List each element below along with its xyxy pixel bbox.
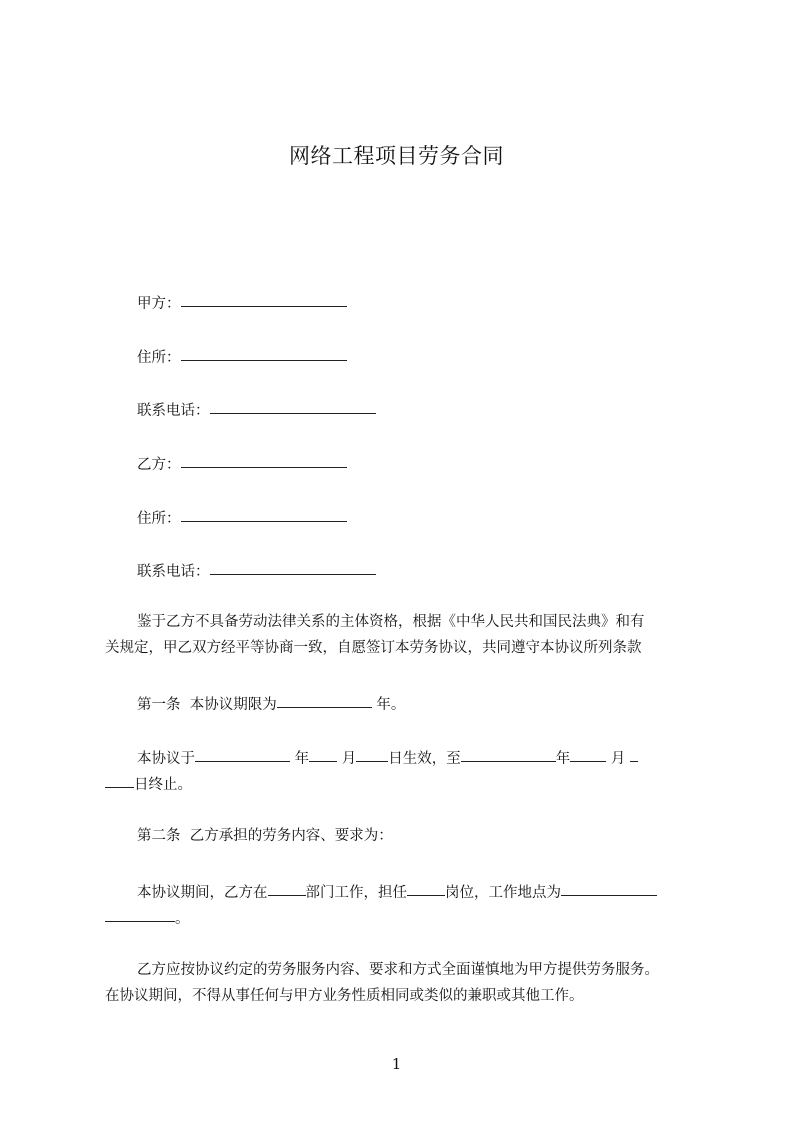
party-a-phone-line <box>137 397 376 422</box>
period-year-text: 年 <box>290 751 310 767</box>
article-1-heading <box>137 691 405 716</box>
position-blank[interactable] <box>407 878 445 896</box>
party-b-name-line <box>137 451 347 476</box>
period-start-text: 本协议于 <box>137 751 195 767</box>
party-b-address-label: 住所： <box>137 511 181 527</box>
work-location-blank-part2[interactable] <box>105 904 175 922</box>
end-day-blank-part2[interactable] <box>105 770 134 788</box>
party-a-name-label: 甲方： <box>137 296 181 312</box>
article-1-period-line <box>137 745 638 770</box>
end-year-blank[interactable] <box>461 744 556 762</box>
party-b-phone-blank[interactable] <box>210 557 376 575</box>
article-1-period-line-2 <box>105 771 192 796</box>
party-b-name-blank[interactable] <box>181 450 347 468</box>
article-2-heading: 第二条 乙方承担的劳务内容、要求为： <box>137 828 393 844</box>
document-title: 网络工程项目劳务合同 <box>289 144 504 168</box>
duty-end-text: 。 <box>175 911 190 927</box>
start-day-blank[interactable] <box>356 744 388 762</box>
start-month-blank[interactable] <box>309 744 337 762</box>
period-end-text: 日终止。 <box>134 777 192 793</box>
party-a-name-blank[interactable] <box>181 289 347 307</box>
article-1-heading-tail: 年。 <box>371 697 406 713</box>
period-effective-text: 日生效，至 <box>388 751 461 767</box>
duty-dept-text: 部门工作，担任 <box>305 885 407 901</box>
end-month-blank[interactable] <box>570 744 606 762</box>
party-a-address-label: 住所： <box>137 350 181 366</box>
duty-post-text: 岗位，工作地点为 <box>445 885 561 901</box>
article-2-duty-line-2 <box>105 905 190 930</box>
end-day-blank-part1[interactable] <box>630 744 638 762</box>
period-month2-text: 月 <box>606 751 630 767</box>
service-line-2: 在协议期间，不得从事任何与甲方业务性质相同或类似的兼职或其他工作。 <box>105 988 584 1004</box>
preamble-line-2: 关规定，甲乙双方经平等协商一致，自愿签订本劳务协议，共同遵守本协议所列条款 <box>105 640 642 656</box>
department-blank[interactable] <box>268 878 306 896</box>
party-a-phone-blank[interactable] <box>210 396 376 414</box>
work-location-blank-part1[interactable] <box>561 878 657 896</box>
party-b-name-label: 乙方： <box>137 457 181 473</box>
party-a-name-line <box>137 290 347 315</box>
party-b-phone-label: 联系电话： <box>137 564 210 580</box>
term-years-blank[interactable] <box>277 690 372 708</box>
party-a-address-blank[interactable] <box>181 343 347 361</box>
party-b-address-blank[interactable] <box>181 504 347 522</box>
period-month-text: 月 <box>337 751 357 767</box>
party-a-phone-label: 联系电话： <box>137 403 210 419</box>
party-b-phone-line <box>137 558 376 583</box>
duty-start-text: 本协议期间，乙方在 <box>137 885 268 901</box>
preamble-line-1: 鉴于乙方不具备劳动法律关系的主体资格，根据《中华人民共和国民法典》和有 <box>137 614 645 630</box>
article-1-heading-text: 第一条 本协议期限为 <box>137 697 277 713</box>
party-b-address-line <box>137 505 347 530</box>
article-2-duty-line <box>137 879 657 904</box>
service-line-1: 乙方应按协议约定的劳务服务内容、要求和方式全面谨慎地为甲方提供劳务服务。 <box>137 962 659 978</box>
start-year-blank[interactable] <box>195 744 290 762</box>
page-number: 1 <box>391 1055 402 1073</box>
party-a-address-line <box>137 344 347 369</box>
period-year2-text: 年 <box>555 751 571 767</box>
